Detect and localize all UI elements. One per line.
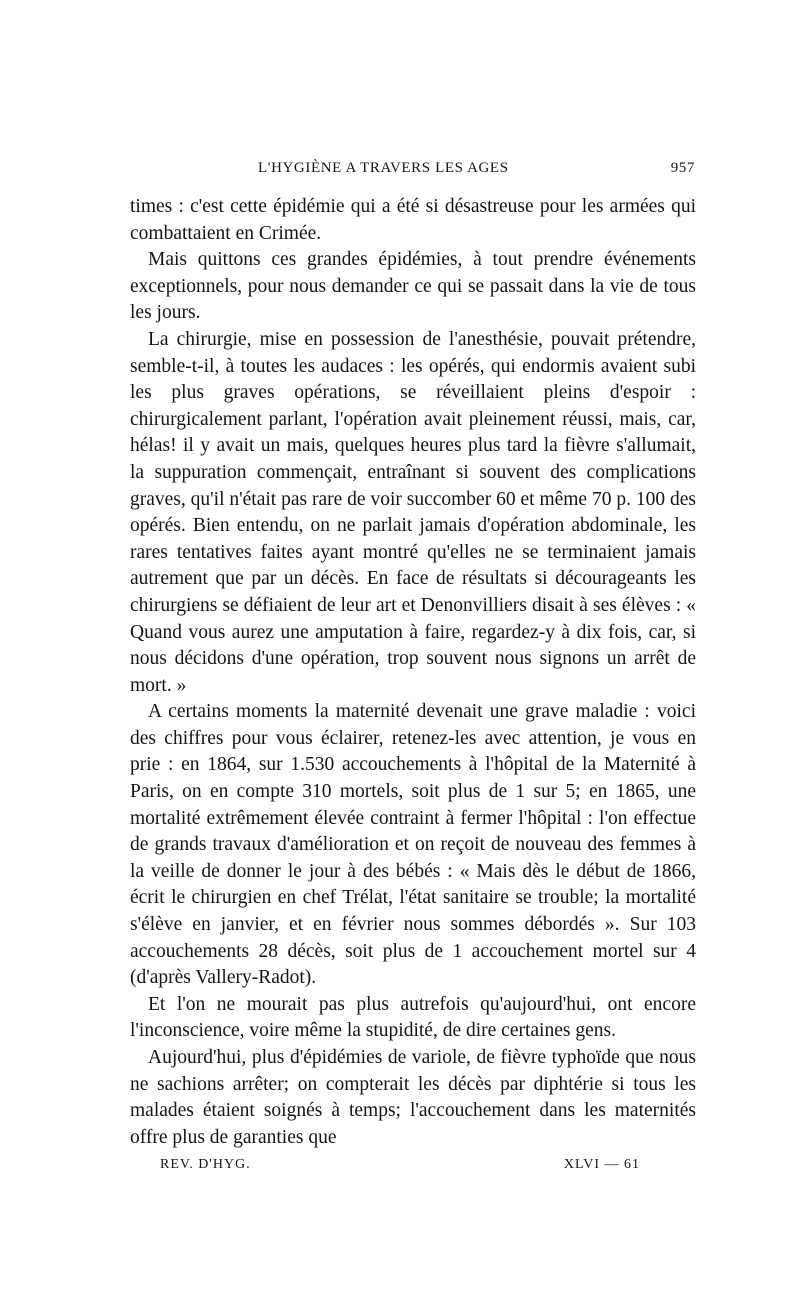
- paragraph: Aujourd'hui, plus d'épidémies de variole, de fièvre typhoïde que nous ne sachions arrêter; on compterait les décès par diphtérie si tous les malades étaient soignés à temps; l'accouchement dans les maternités offre plus de garanties que: [130, 1047, 696, 1148]
- body-text: [130, 194, 696, 1151]
- volume-signature: XLVI — 61: [563, 1157, 640, 1172]
- paragraph: times : c'est cette épidémie qui a été si désastreuse pour les armées qui combattaient en Crimée.: [130, 196, 696, 244]
- running-title: L'HYGIÈNE A TRAVERS LES AGES: [258, 160, 509, 176]
- paragraph: La chirurgie, mise en possession de l'anesthésie, pouvait prétendre, semble-t-il, à toutes les audaces : les opérés, qui endormis avaient subi les plus graves opérations, se réveillaient pleins d'espoir : chirurgicalement parlant, l'opération avait pleinement réussi, mais, car, hélas! il y avait un mais, quelques heures plus tard la fièvre s'allumait, la suppuration commençait, entraînant si souvent des complications graves, qu'il n'était pas rare de voir succomber 60 et même 70 p. 100 des opérés. Bien entendu, on ne parlait jamais d'opération abdominale, les rares tentatives faites ayant montré qu'elles ne se terminaient jamais autrement que par un décès. En face de résultats si décourageants les chirurgiens se défiaient de leur art et Denonvilliers disait à ses élèves : « Quand vous aurez une amputation à faire, regardez-y à dix fois, car, si nous décidons d'une opération, trop souvent nous signons un arrêt de mort. »: [130, 328, 696, 696]
- paragraph: Mais quittons ces grandes épidémies, à tout prendre événements exceptionnels, pour nous demander ce qui se passait dans la vie de tous les jours.: [130, 249, 696, 324]
- journal-abbreviation: REV. D'HYG.: [160, 1157, 251, 1172]
- paragraph: Et l'on ne mourait pas plus autrefois qu'aujourd'hui, ont encore l'inconscience, voire même la stupidité, de dire certaines gens.: [130, 993, 696, 1042]
- page-number: 957: [670, 160, 695, 176]
- paragraph: A certains moments la maternité devenait une grave maladie : voici des chiffres pour vous éclairer, retenez-les avec attention, je vous en prie : en 1864, sur 1.530 accouchements à l'hôpital de la Maternité à Paris, on en compte 310 mortels, soit plus de 1 sur 5; en 1865, une mortalité extrêmement élevée contraint à fermer l'hôpital : l'on effectue de grands travaux d'amélioration et on reçoit de nouveau des femmes à la veille de donner le jour à des bébés : « Mais dès le début de 1866, écrit le chirurgien en chef Trélat, l'état sanitaire se trouble; la mortalité s'élève en janvier, et en février nous sommes débordés ». Sur 103 accouchements 28 décès, soit plus de 1 accouchement mortel sur 4 (d'après Vallery-Radot).: [130, 701, 696, 989]
- page-footer: [160, 1157, 640, 1179]
- running-header: [130, 160, 695, 184]
